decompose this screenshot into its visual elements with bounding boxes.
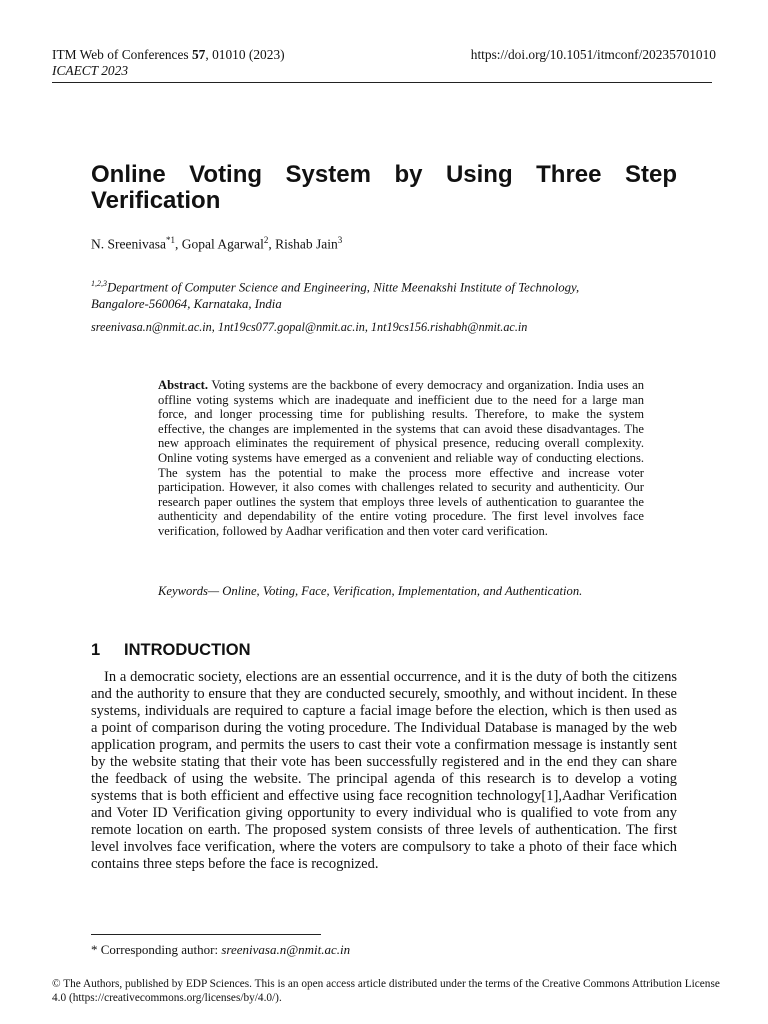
author-affiliation-mark: 2 bbox=[263, 235, 269, 245]
footnote-email: sreenivasa.n@nmit.ac.in bbox=[221, 942, 351, 957]
section-title: INTRODUCTION bbox=[124, 641, 251, 659]
affiliation bbox=[91, 275, 631, 313]
section-number: 1 bbox=[91, 641, 101, 659]
conference-name: ICAECT 2023 bbox=[52, 63, 129, 78]
author-name: Rishab Jain bbox=[275, 236, 338, 252]
license-notice: © The Authors, published by EDP Sciences. This is an open access article distributed under the terms of the Creative Commons Attribution License 4.0 (https://creativecommons.org/licenses/by/4.0/). bbox=[52, 978, 720, 1004]
footnote bbox=[91, 942, 350, 958]
abstract-text: Voting systems are the backbone of every democracy and organization. India uses an offline voting systems which are inadequate and inefficient due to the need for a large man force, and longer processing time for publishing results. Therefore, to make the system effective, the changes are implemented in the systems that can avoid these disadvantages. The new approach eliminates the requirement of physical presence, reducing overall complexity. Online voting systems have emerged as a convenient and reliable way of conducting elections. The system has the potential to make the process more effective and increase voter participation. However, it also comes with challenges related to security and authenticity. Our research paper outlines the system that employs three levels of authentication to guarantee the authenticity and dependability of the entire voting procedure. The first level involves face verification, followed by Aadhar verification and then voter card verification. bbox=[158, 378, 644, 538]
author-name: Gopal Agarwal bbox=[181, 236, 264, 252]
journal-volume: 57 bbox=[191, 47, 206, 62]
author-name: N. Sreenivasa bbox=[91, 236, 166, 252]
author-affiliation-mark: *1 bbox=[165, 235, 175, 245]
abstract-label: Abstract. bbox=[158, 378, 209, 392]
author-list bbox=[91, 235, 342, 253]
abstract bbox=[158, 378, 644, 539]
author-affiliation-mark: 3 bbox=[337, 235, 343, 245]
journal-citation bbox=[52, 47, 285, 63]
author-emails: sreenivasa.n@nmit.ac.in, 1nt19cs077.gopal@nmit.ac.in, 1nt19cs156.rishabh@nmit.ac.in bbox=[91, 320, 528, 334]
doi-link[interactable]: https://doi.org/10.1051/itmconf/20235701010 bbox=[470, 47, 716, 62]
keywords: Keywords— Online, Voting, Face, Verification, Implementation, and Authentication. bbox=[158, 584, 583, 598]
footnote-label: * Corresponding author: bbox=[91, 942, 222, 957]
header-divider bbox=[52, 82, 712, 83]
author-separator: , bbox=[268, 236, 276, 252]
paper-title: Online Voting System by Using Three Step Verification bbox=[91, 161, 677, 214]
section-heading bbox=[91, 641, 251, 660]
affiliation-mark: 1,2,3 bbox=[91, 279, 107, 288]
introduction-paragraph: In a democratic society, elections are an essential occurrence, and it is the duty of both the citizens and the authority to ensure that they are conducted securely, smoothly, and without incident. In these systems, individuals are required to capture a facial image before the election, which is then used as a point of comparison during the voting procedure. The Individual Database is managed by the web application program, and permits the users to cast their vote a confirmation message is instantly sent by the website stating that their vote has been successfully registered and in the end they can share the feedback of using the website. The principal agenda of this research is to develop a voting systems that is both efficient and effective using face recognition technology[1],Aadhar Verification and Voter ID Verification giving opportunity to every individual who is qualified to vote from any remote location on earth. The proposed system consists of three levels of authentication. The first level involves face verification, where the voters are compulsory to take a photo of their face which contains three steps before the face is recognized. bbox=[91, 669, 677, 872]
journal-name: ITM Web of Conferences bbox=[52, 47, 192, 62]
footnote-divider bbox=[91, 934, 321, 935]
author-separator: , bbox=[174, 236, 182, 252]
affiliation-text: Department of Computer Science and Engineering, Nitte Meenakshi Institute of Technology, Bangalore-560064, Karnataka, India bbox=[91, 280, 580, 312]
article-number: , 01010 (2023) bbox=[205, 47, 285, 62]
